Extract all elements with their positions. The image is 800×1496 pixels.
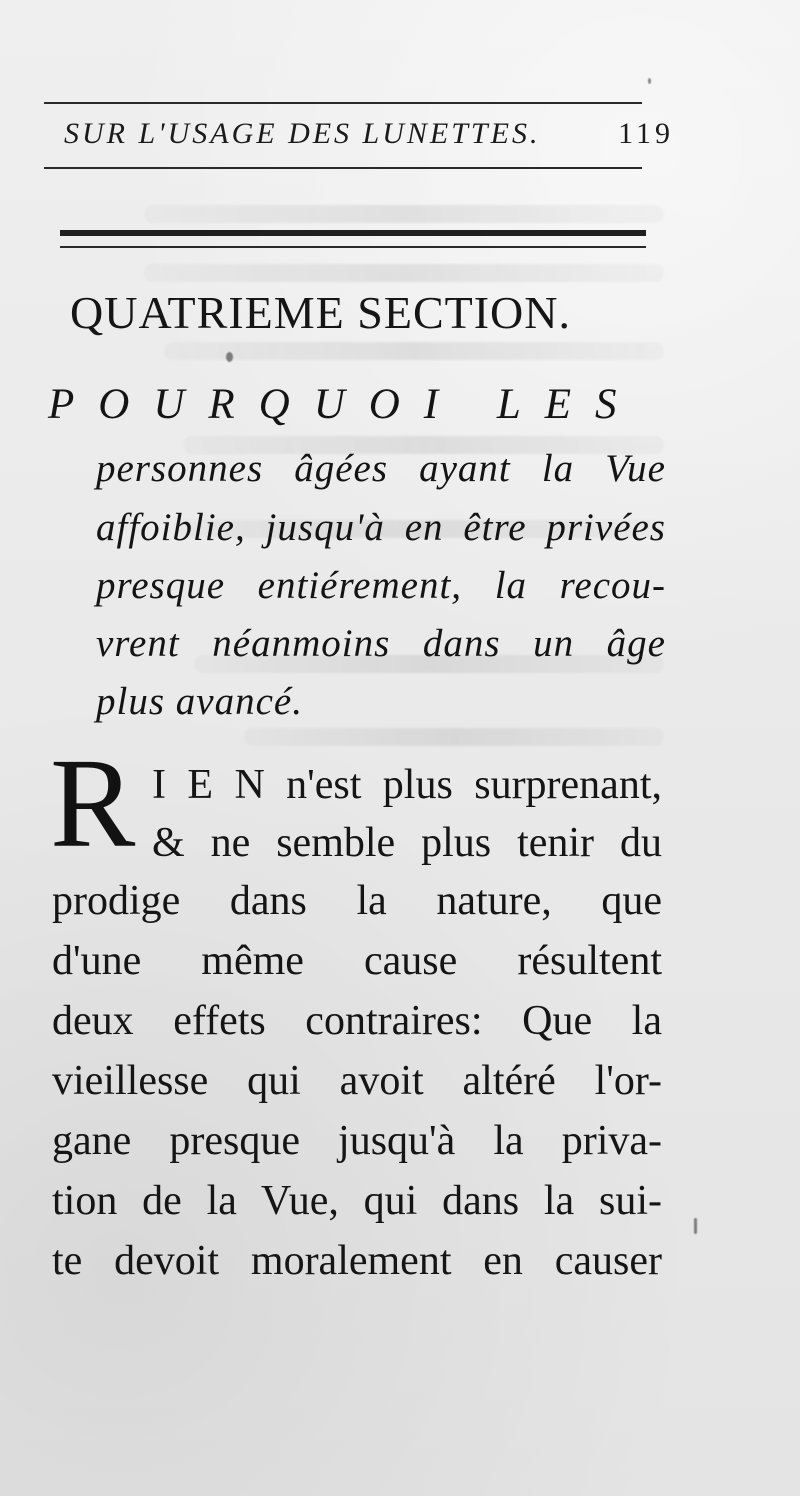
subtitle-line-6: plus avancé.: [96, 680, 303, 723]
subtitle-line-5: vrent néanmoins dans un âge: [96, 622, 666, 665]
show-through-line: [144, 264, 664, 282]
ink-speck: [648, 78, 651, 84]
page-number: 119: [618, 117, 674, 150]
body-line-9: te devoit moralement en causer: [52, 1238, 662, 1284]
body-line-5: deux effets contraires: Que la: [52, 998, 662, 1044]
header-top-rule: [44, 102, 642, 104]
subtitle-line-2: personnes âgées ayant la Vue: [96, 447, 666, 490]
show-through-line: [174, 520, 664, 538]
body-line-6: vieillesse qui avoit altéré l'or-: [52, 1058, 662, 1104]
body-line-8: tion de la Vue, qui dans la sui-: [52, 1178, 662, 1224]
show-through-line: [144, 205, 664, 223]
header-bottom-rule: [44, 167, 642, 169]
section-top-rule-secondary: [60, 246, 646, 248]
ink-speck: [226, 352, 233, 362]
show-through-line: [164, 342, 664, 360]
page-header: [64, 112, 674, 156]
body-line-1: I E N n'est plus surprenant,: [152, 762, 662, 808]
show-through-line: [194, 655, 664, 673]
subtitle-line-4: presque entiérement, la recou-: [96, 564, 666, 607]
show-through-line: [184, 436, 664, 454]
ink-speck: [694, 1218, 697, 1234]
body-line-3: prodige dans la nature, que: [52, 878, 662, 924]
drop-cap: R: [50, 732, 136, 874]
subtitle-line-1: POURQUOI LES: [48, 381, 641, 428]
body-line-7: gane presque jusqu'à la priva-: [52, 1118, 662, 1164]
section-top-rule: [60, 230, 646, 236]
section-title: QUATRIEME SECTION.: [70, 287, 571, 338]
show-through-line: [244, 728, 664, 746]
subtitle-line-3: affoiblie, jusqu'à en être privées: [96, 506, 666, 549]
running-title: SUR L'USAGE DES LUNETTES.: [64, 117, 541, 150]
body-line-4: d'une même cause résultent: [52, 938, 662, 984]
body-line-2: & ne semble plus tenir du: [152, 820, 662, 866]
